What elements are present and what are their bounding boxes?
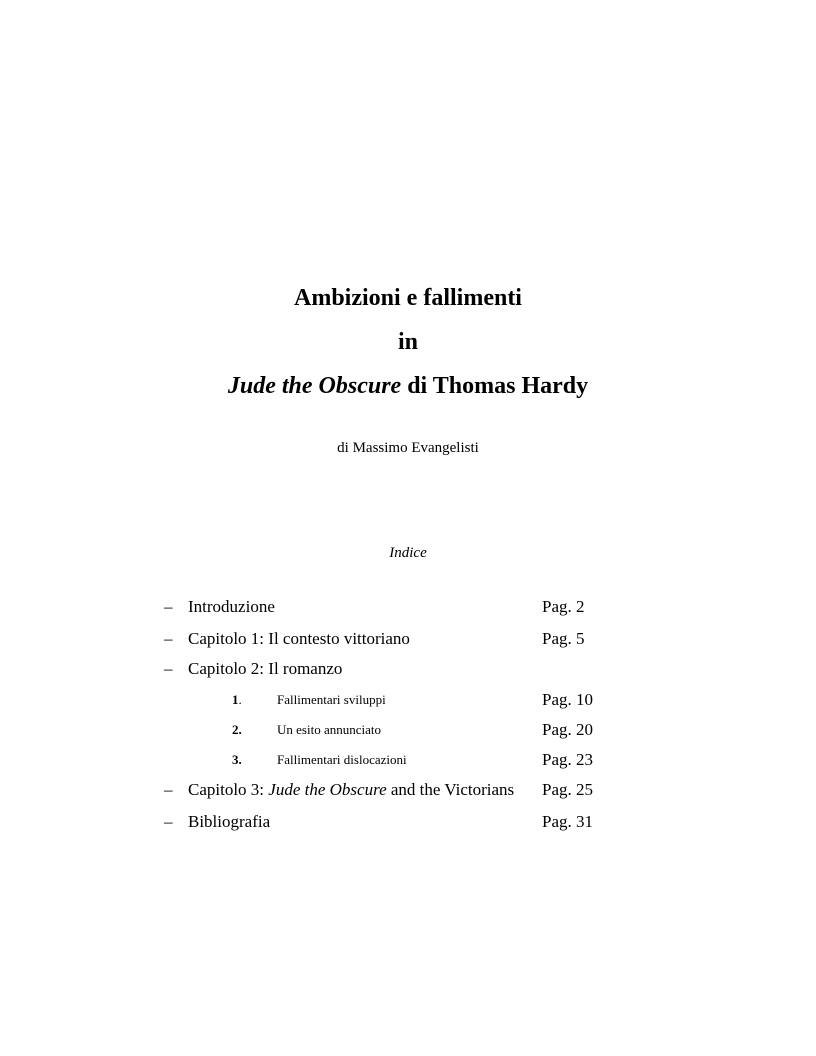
toc-subentry-label: Fallimentari sviluppi	[277, 692, 386, 707]
toc-entry-capitolo-3	[0, 780, 816, 800]
toc-subentry-label: Fallimentari dislocazioni	[277, 752, 407, 767]
toc-subentry-2	[0, 720, 816, 740]
toc-dash: –	[164, 629, 173, 648]
toc-subentry-label: Un esito annunciato	[277, 722, 381, 737]
toc-entry-page: Pag. 10	[542, 690, 593, 709]
toc-subentry-number: 1.	[232, 692, 242, 707]
toc-entry-label: Capitolo 3: Jude the Obscure and the Victorians	[188, 780, 515, 799]
toc-entry-bibliografia	[0, 812, 816, 832]
toc-entry-page: Pag. 20	[542, 720, 593, 739]
title-line-3	[0, 372, 816, 400]
toc-subentry-number: 3.	[232, 752, 242, 767]
author-line: di Massimo Evangelisti	[337, 440, 479, 456]
toc-dash: –	[164, 597, 173, 616]
toc-subentry-3	[0, 750, 816, 770]
index-heading: Indice	[389, 545, 427, 561]
title-line-2: in	[397, 329, 418, 355]
toc-entry-page: Pag. 5	[542, 629, 585, 648]
toc-entry-introduzione	[0, 597, 816, 617]
toc-entry-label: Capitolo 2: Il romanzo	[188, 659, 343, 678]
toc-dash: –	[164, 659, 173, 678]
toc-entry-label: Capitolo 1: Il contesto vittoriano	[188, 629, 410, 648]
toc-entry-capitolo-2	[0, 659, 816, 679]
toc-entry-page: Pag. 25	[542, 780, 593, 799]
toc-entry-label: Introduzione	[188, 597, 275, 616]
title-author-phrase: di Thomas Hardy	[401, 373, 589, 399]
toc-dash: –	[164, 780, 173, 799]
toc-entry-label: Bibliografia	[188, 812, 271, 831]
toc-entry-capitolo-1	[0, 629, 816, 649]
toc-subentry-1	[0, 690, 816, 710]
toc-subentry-number: 2.	[232, 722, 242, 737]
toc-entry-page: Pag. 23	[542, 750, 593, 769]
title-line-1: Ambizioni e fallimenti	[294, 285, 522, 311]
title-work-name: Jude the Obscure	[227, 373, 402, 399]
toc-dash: –	[164, 812, 173, 831]
toc-entry-page: Pag. 31	[542, 812, 593, 831]
toc-entry-page: Pag. 2	[542, 597, 585, 616]
